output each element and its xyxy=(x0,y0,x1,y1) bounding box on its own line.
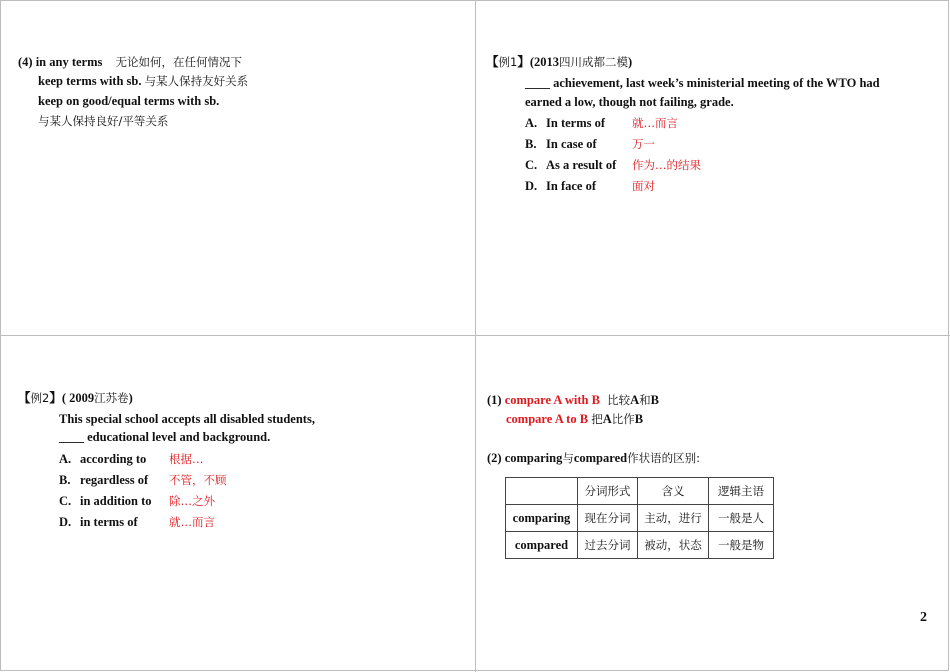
compare-to-phrase: compare A to B xyxy=(506,412,589,426)
vertical-divider xyxy=(475,0,476,672)
option-b: B. regardless of 不管，不顾 xyxy=(59,471,148,490)
example-source-year: ( 2009 xyxy=(61,391,95,405)
option-a: A. In terms of 就…而言 xyxy=(525,114,605,133)
table-header-cell: 含义 xyxy=(638,478,709,505)
table-header-cell: 分词形式 xyxy=(578,478,638,505)
table-row xyxy=(506,532,774,559)
keep-on-good-terms-phrase: keep on good/equal terms with sb. xyxy=(38,94,220,108)
page-number: 2 xyxy=(920,610,927,625)
keep-terms-phrase: keep terms with sb. xyxy=(38,74,142,88)
example-1-stem-line-1: ____ achievement, last week’s ministerial meeting of the WTO had xyxy=(525,76,880,90)
item-number: (2) xyxy=(487,451,502,465)
option-b-answer: 不管，不顾 xyxy=(169,473,227,487)
keep-terms-translation: 与某人保持友好关系 xyxy=(144,74,249,88)
example-source: 四川成都二模 xyxy=(559,55,629,69)
item-number: (4) xyxy=(18,55,33,69)
phrase-in-any-terms: in any terms xyxy=(35,55,103,69)
compare-item-2: compare A to B 把A比作B xyxy=(506,412,644,426)
option-c: C. As a result of 作为…的结果 xyxy=(525,156,616,175)
example-1-stem-line-2: earned a low, though not failing, grade. xyxy=(525,95,734,109)
option-a: A. according to 根据… xyxy=(59,450,146,469)
option-d: D. in terms of 就…而言 xyxy=(59,513,138,532)
phrase-translation: 无论如何，在任何情况下 xyxy=(115,55,242,69)
keep-on-good-terms-translation: 与某人保持良好/平等关系 xyxy=(38,114,169,128)
example-2-heading: 【例2】( 2009江苏卷) xyxy=(18,391,133,405)
table-cell: 一般是物 xyxy=(709,532,774,559)
table-cell: 现在分词 xyxy=(578,505,638,532)
compare-item-1: (1) compare A with B 比较A和B xyxy=(487,393,659,407)
table-header-row xyxy=(506,478,774,505)
table-cell: compared xyxy=(506,532,578,559)
term-line-3 xyxy=(38,92,219,111)
example-1-heading: 【例1】(2013四川成都二模) xyxy=(486,55,633,69)
table-cell: 一般是人 xyxy=(709,505,774,532)
example-source: 江苏卷 xyxy=(94,391,129,405)
compare-with-phrase: compare A with B xyxy=(504,393,600,407)
option-a-answer: 就…而言 xyxy=(632,116,678,130)
term-line-2 xyxy=(38,72,248,91)
option-b: B. In case of 万一 xyxy=(525,135,597,154)
option-c: C. in addition to 除…之外 xyxy=(59,492,152,511)
example-label: 例1 xyxy=(498,55,518,69)
option-c-answer: 作为…的结果 xyxy=(632,158,701,172)
example-label: 例2 xyxy=(30,391,50,405)
example-source-year: (2013 xyxy=(529,55,560,69)
table-header-cell xyxy=(506,478,578,505)
table-cell: 主动，进行 xyxy=(638,505,709,532)
table-cell: 被动，状态 xyxy=(638,532,709,559)
table-row xyxy=(506,505,774,532)
option-c-answer: 除…之外 xyxy=(169,494,215,508)
example-2-stem-line-2: ____ educational level and background. xyxy=(59,430,271,444)
term-line-1 xyxy=(18,53,242,72)
option-d-answer: 面对 xyxy=(632,179,655,193)
option-d-answer: 就…而言 xyxy=(169,515,215,529)
option-d: D. In face of 面对 xyxy=(525,177,596,196)
horizontal-divider xyxy=(0,335,950,336)
participle-comparison-table xyxy=(505,477,774,559)
compare-note: (2) comparing与compared作状语的区别: xyxy=(487,451,700,465)
table-header-cell: 逻辑主语 xyxy=(709,478,774,505)
item-number: (1) xyxy=(487,393,502,407)
term-line-4 xyxy=(38,112,168,131)
table-cell: comparing xyxy=(506,505,578,532)
table-cell: 过去分词 xyxy=(578,532,638,559)
example-2-stem-line-1: This special school accepts all disabled students, xyxy=(59,412,315,426)
option-a-answer: 根据… xyxy=(169,452,204,466)
option-b-answer: 万一 xyxy=(632,137,655,151)
